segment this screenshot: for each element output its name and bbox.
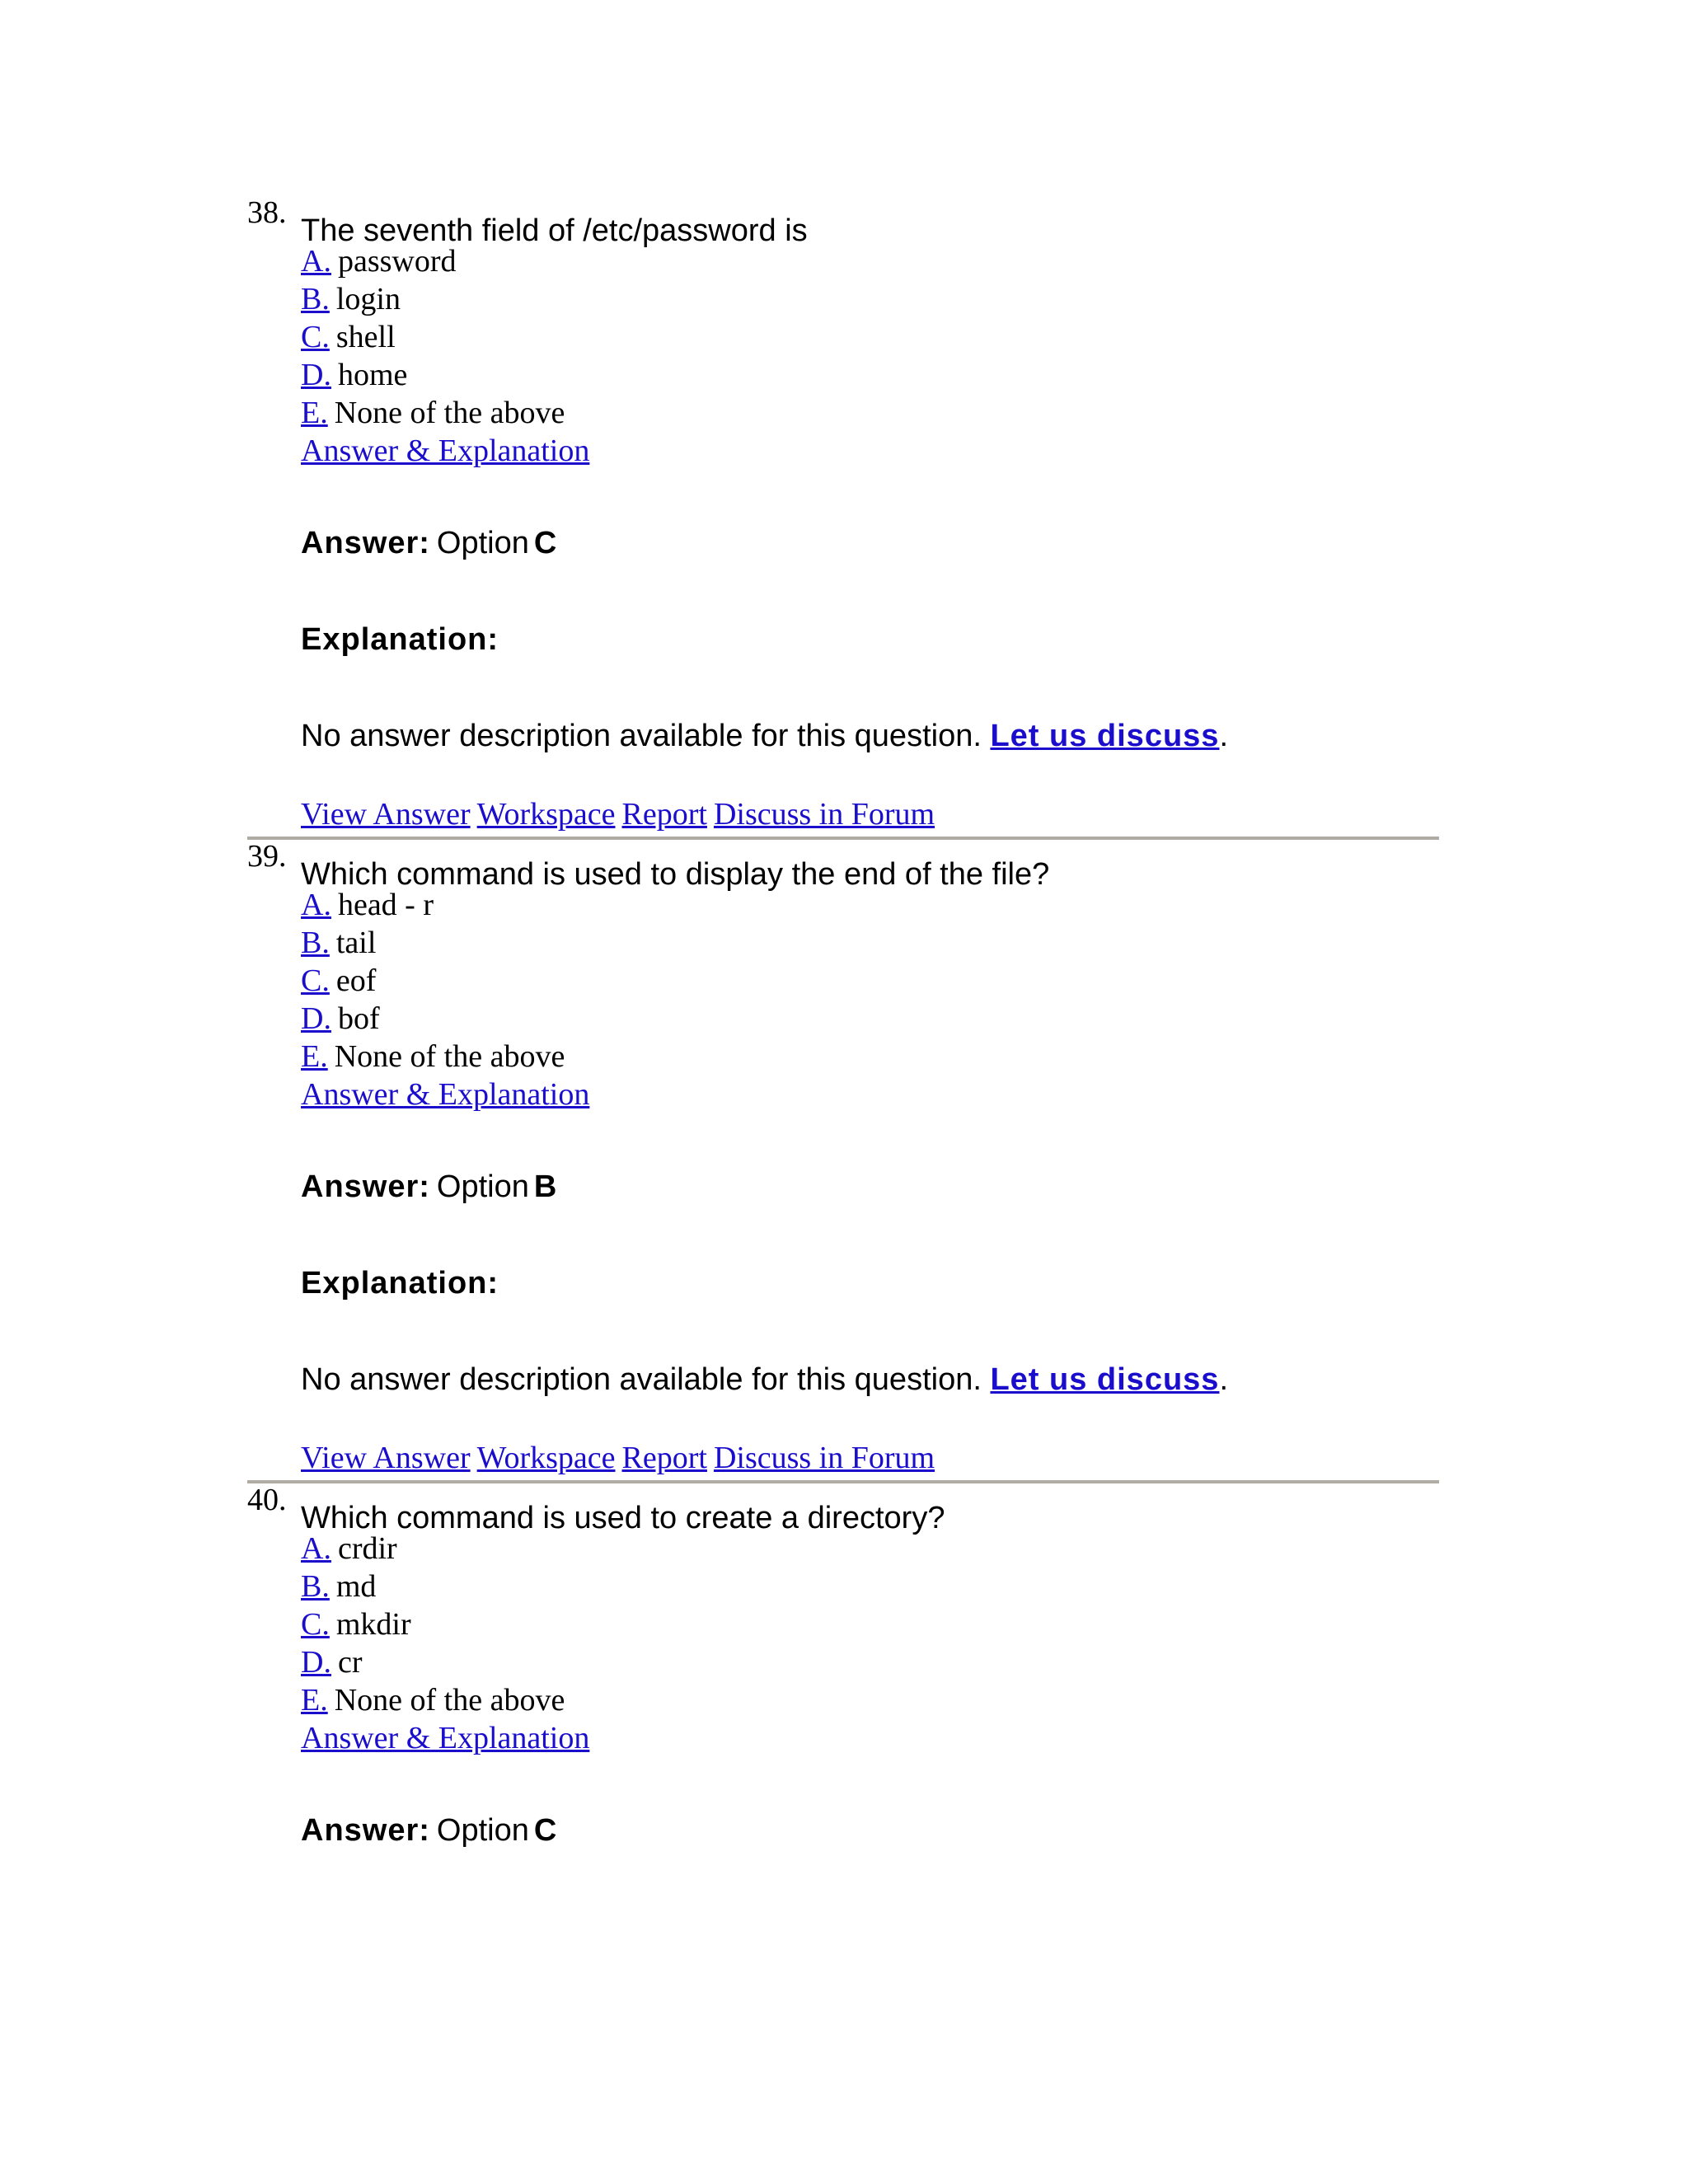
explanation-end: .: [1219, 1362, 1228, 1397]
discuss-in-forum-link[interactable]: Discuss in Forum: [713, 1441, 935, 1475]
option-e-link[interactable]: E.: [301, 1039, 328, 1074]
option-b-text: tail: [335, 926, 377, 960]
question-number: 39.: [247, 839, 287, 874]
answer-option-word: Option: [436, 526, 529, 560]
options-list: [301, 242, 1439, 432]
answer-label: Answer:: [301, 1169, 430, 1204]
question-39: [247, 840, 1439, 1483]
option-c: [301, 962, 1439, 1000]
explanation-title: Explanation:: [301, 1266, 499, 1301]
option-b: [301, 1568, 1439, 1605]
answer-line: [301, 1812, 1439, 1849]
question-text: Which command is used to display the end of the file?: [301, 857, 1050, 892]
option-d: [301, 1000, 1439, 1038]
option-d-text: home: [337, 358, 408, 392]
option-a-link[interactable]: A.: [301, 888, 331, 922]
option-b-link[interactable]: B.: [301, 926, 330, 960]
option-b-link[interactable]: B.: [301, 282, 330, 316]
answer-value: B: [533, 1169, 557, 1204]
option-e-text: None of the above: [334, 396, 565, 430]
option-d-link[interactable]: D.: [301, 1001, 331, 1036]
question-header: [247, 195, 1439, 248]
explanation-end: .: [1219, 719, 1228, 753]
question-38: [247, 196, 1439, 840]
option-a-link[interactable]: A.: [301, 1531, 331, 1566]
option-e-text: None of the above: [334, 1683, 565, 1718]
option-b-link[interactable]: B.: [301, 1569, 330, 1604]
option-e: [301, 1681, 1439, 1719]
option-b: [301, 280, 1439, 318]
option-d-link[interactable]: D.: [301, 358, 331, 392]
report-link[interactable]: Report: [621, 1441, 707, 1475]
explanation-text: [301, 1361, 1439, 1398]
question-list: [247, 196, 1439, 1849]
option-c-link[interactable]: C.: [301, 1607, 330, 1642]
option-c-link[interactable]: C.: [301, 320, 330, 354]
report-link[interactable]: Report: [621, 797, 707, 832]
option-b-text: md: [335, 1569, 377, 1604]
question-body: [301, 242, 1439, 833]
answer-option-word: Option: [436, 1169, 529, 1204]
answer-option-word: Option: [436, 1813, 529, 1848]
answer-value: C: [533, 1813, 557, 1848]
options-list: [301, 1530, 1439, 1719]
question-footer-links: [301, 795, 1439, 833]
question-number: 40.: [247, 1483, 287, 1517]
question-text: Which command is used to create a directory?: [301, 1501, 945, 1535]
option-c: [301, 318, 1439, 356]
option-d-text: cr: [337, 1645, 363, 1680]
option-b-text: login: [335, 282, 401, 316]
option-c-text: mkdir: [335, 1607, 411, 1642]
answer-explanation-link[interactable]: Answer & Explanation: [301, 434, 590, 468]
option-d: [301, 356, 1439, 394]
option-c: [301, 1605, 1439, 1643]
view-answer-link[interactable]: View Answer: [301, 797, 471, 832]
answer-label: Answer:: [301, 1813, 430, 1848]
let-us-discuss-link[interactable]: Let us discuss: [990, 1362, 1220, 1397]
question-body: [301, 1530, 1439, 1849]
option-d-text: bof: [337, 1001, 380, 1036]
option-c-link[interactable]: C.: [301, 963, 330, 998]
question-40: [247, 1483, 1439, 1849]
answer-value: C: [533, 526, 557, 560]
answer-label: Answer:: [301, 526, 430, 560]
option-d: [301, 1643, 1439, 1681]
workspace-link[interactable]: Workspace: [476, 1441, 616, 1475]
question-header: [247, 1483, 1439, 1535]
explanation-body: No answer description available for this question.: [301, 719, 982, 753]
explanation-body: No answer description available for this question.: [301, 1362, 982, 1397]
option-e-link[interactable]: E.: [301, 1683, 328, 1718]
answer-line: [301, 525, 1439, 561]
option-a-text: crdir: [337, 1531, 397, 1566]
explanation-text: [301, 718, 1439, 754]
option-c-text: shell: [335, 320, 396, 354]
option-b: [301, 924, 1439, 962]
option-a-text: password: [337, 244, 457, 279]
option-a-link[interactable]: A.: [301, 244, 331, 279]
answer-line: [301, 1169, 1439, 1205]
answer-explanation-link[interactable]: Answer & Explanation: [301, 1077, 590, 1112]
answer-explanation-link[interactable]: Answer & Explanation: [301, 1721, 590, 1755]
question-header: [247, 839, 1439, 892]
question-footer-links: [301, 1439, 1439, 1477]
options-list: [301, 886, 1439, 1076]
option-e: [301, 394, 1439, 432]
question-text: The seventh field of /etc/password is: [301, 213, 808, 248]
option-e-link[interactable]: E.: [301, 396, 328, 430]
view-answer-link[interactable]: View Answer: [301, 1441, 471, 1475]
option-e-text: None of the above: [334, 1039, 565, 1074]
discuss-in-forum-link[interactable]: Discuss in Forum: [713, 797, 935, 832]
option-d-link[interactable]: D.: [301, 1645, 331, 1680]
let-us-discuss-link[interactable]: Let us discuss: [990, 719, 1220, 753]
explanation-title: Explanation:: [301, 622, 499, 657]
option-c-text: eof: [335, 963, 377, 998]
question-body: [301, 886, 1439, 1477]
workspace-link[interactable]: Workspace: [476, 797, 616, 832]
option-e: [301, 1038, 1439, 1076]
question-number: 38.: [247, 195, 287, 230]
option-a-text: head - r: [337, 888, 434, 922]
